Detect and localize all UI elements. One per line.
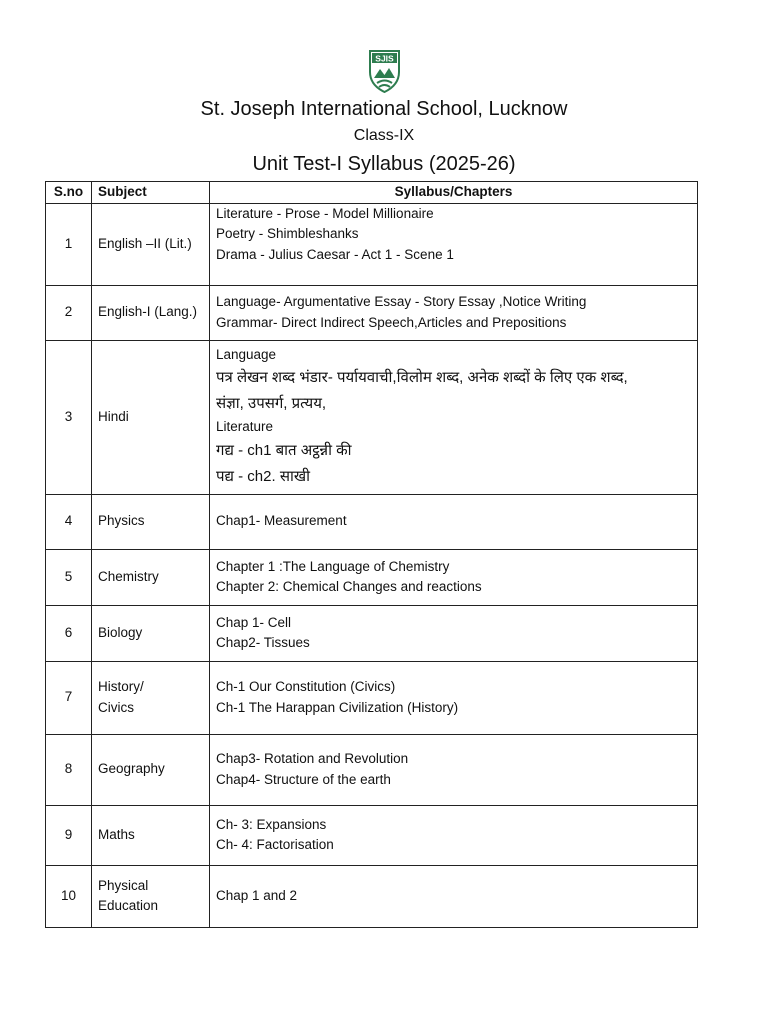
- table-header-row: [46, 182, 698, 204]
- row-sno: 3: [46, 340, 92, 494]
- header-syllabus: Syllabus/Chapters: [210, 182, 698, 204]
- row-sno: 6: [46, 605, 92, 661]
- row-sno: 2: [46, 285, 92, 340]
- row-syllabus: [210, 805, 698, 865]
- subject-line: Education: [98, 898, 159, 913]
- school-name: St. Joseph International School, Lucknow: [200, 98, 568, 120]
- row-syllabus: [210, 494, 698, 549]
- school-crest-logo: [368, 48, 401, 93]
- row-sno: 8: [46, 734, 92, 805]
- table-row: [46, 734, 698, 805]
- syllabus-line: Chapter 1 :The Language of Chemistry: [216, 558, 450, 574]
- row-subject: [92, 865, 210, 927]
- row-subject: English-I (Lang.): [92, 285, 210, 340]
- syllabus-line: Chap1- Measurement: [216, 513, 347, 529]
- logo-text: SJIS: [375, 53, 394, 64]
- row-syllabus: [210, 661, 698, 734]
- row-subject: Biology: [92, 605, 210, 661]
- class-label: Class-IX: [353, 127, 415, 144]
- row-syllabus: [210, 605, 698, 661]
- subject-line: Civics: [98, 699, 134, 715]
- row-sno: 1: [46, 203, 92, 285]
- row-syllabus: [210, 285, 698, 340]
- table-row: [46, 285, 698, 340]
- syllabus-line: Chap 1 and 2: [216, 887, 298, 903]
- syllabus-line: Language- Argumentative Essay - Story Essay ,Notice Writing: [216, 294, 587, 309]
- table-row: [46, 605, 698, 661]
- syllabus-line: Chap3- Rotation and Revolution: [216, 751, 409, 766]
- table-row: [46, 203, 698, 285]
- header-sno: S.no: [46, 182, 92, 204]
- syllabus-line: Literature: [216, 419, 274, 434]
- syllabus-line: Grammar- Direct Indirect Speech,Articles and Prepositions: [216, 314, 567, 330]
- row-subject: English –II (Lit.): [92, 203, 210, 285]
- row-sno: 7: [46, 661, 92, 734]
- syllabus-line: Ch-1 Our Constitution (Civics): [216, 679, 396, 694]
- syllabus-line: Language: [216, 346, 277, 362]
- row-syllabus: [210, 865, 698, 927]
- row-syllabus: [210, 203, 698, 285]
- row-subject: [92, 661, 210, 734]
- document-title: Unit Test-I Syllabus (2025-26): [252, 153, 516, 175]
- row-syllabus: [210, 549, 698, 605]
- row-subject: Hindi: [92, 340, 210, 494]
- syllabus-line: पद्य - ch2. साखी: [216, 467, 310, 485]
- syllabus-line: संज्ञा, उपसर्ग, प्रत्यय,: [216, 395, 327, 412]
- syllabus-line: Poetry - Shimbleshanks: [216, 226, 359, 241]
- syllabus-line: Chap4- Structure of the earth: [216, 771, 391, 787]
- subject-line: Physical: [98, 877, 149, 893]
- row-syllabus: [210, 734, 698, 805]
- syllabus-line: Chap 1- Cell: [216, 614, 292, 630]
- row-subject: Physics: [92, 494, 210, 549]
- row-sno: 5: [46, 549, 92, 605]
- header-subject: Subject: [92, 182, 210, 204]
- syllabus-line: Chap2- Tissues: [216, 635, 310, 650]
- row-subject: Geography: [92, 734, 210, 805]
- table-row: [46, 340, 698, 494]
- table-row: [46, 865, 698, 927]
- table-row: [46, 805, 698, 865]
- table-row: [46, 494, 698, 549]
- syllabus-line: Ch- 4: Factorisation: [216, 837, 334, 852]
- row-syllabus: [210, 340, 698, 494]
- syllabus-line: Ch-1 The Harappan Civilization (History): [216, 699, 459, 715]
- syllabus-line: Literature - Prose - Model Millionaire: [216, 205, 434, 221]
- subject-line: History/: [98, 679, 144, 694]
- syllabus-table: [45, 181, 698, 928]
- row-sno: 10: [46, 865, 92, 927]
- syllabus-line: Drama - Julius Caesar - Act 1 - Scene 1: [216, 246, 454, 262]
- table-row: [46, 549, 698, 605]
- table-row: [46, 661, 698, 734]
- syllabus-line: Ch- 3: Expansions: [216, 816, 327, 832]
- row-sno: 9: [46, 805, 92, 865]
- syllabus-line: पत्र लेखन शब्द भंडार- पर्यायवाची,विलोम शब्द, अनेक शब्दों के लिए एक शब्द,: [216, 369, 628, 386]
- syllabus-line: गद्य - ch1 बात अट्ठन्नी की: [216, 441, 352, 459]
- syllabus-line: Chapter 2: Chemical Changes and reactions: [216, 579, 482, 594]
- row-subject: Chemistry: [92, 549, 210, 605]
- row-subject: Maths: [92, 805, 210, 865]
- row-sno: 4: [46, 494, 92, 549]
